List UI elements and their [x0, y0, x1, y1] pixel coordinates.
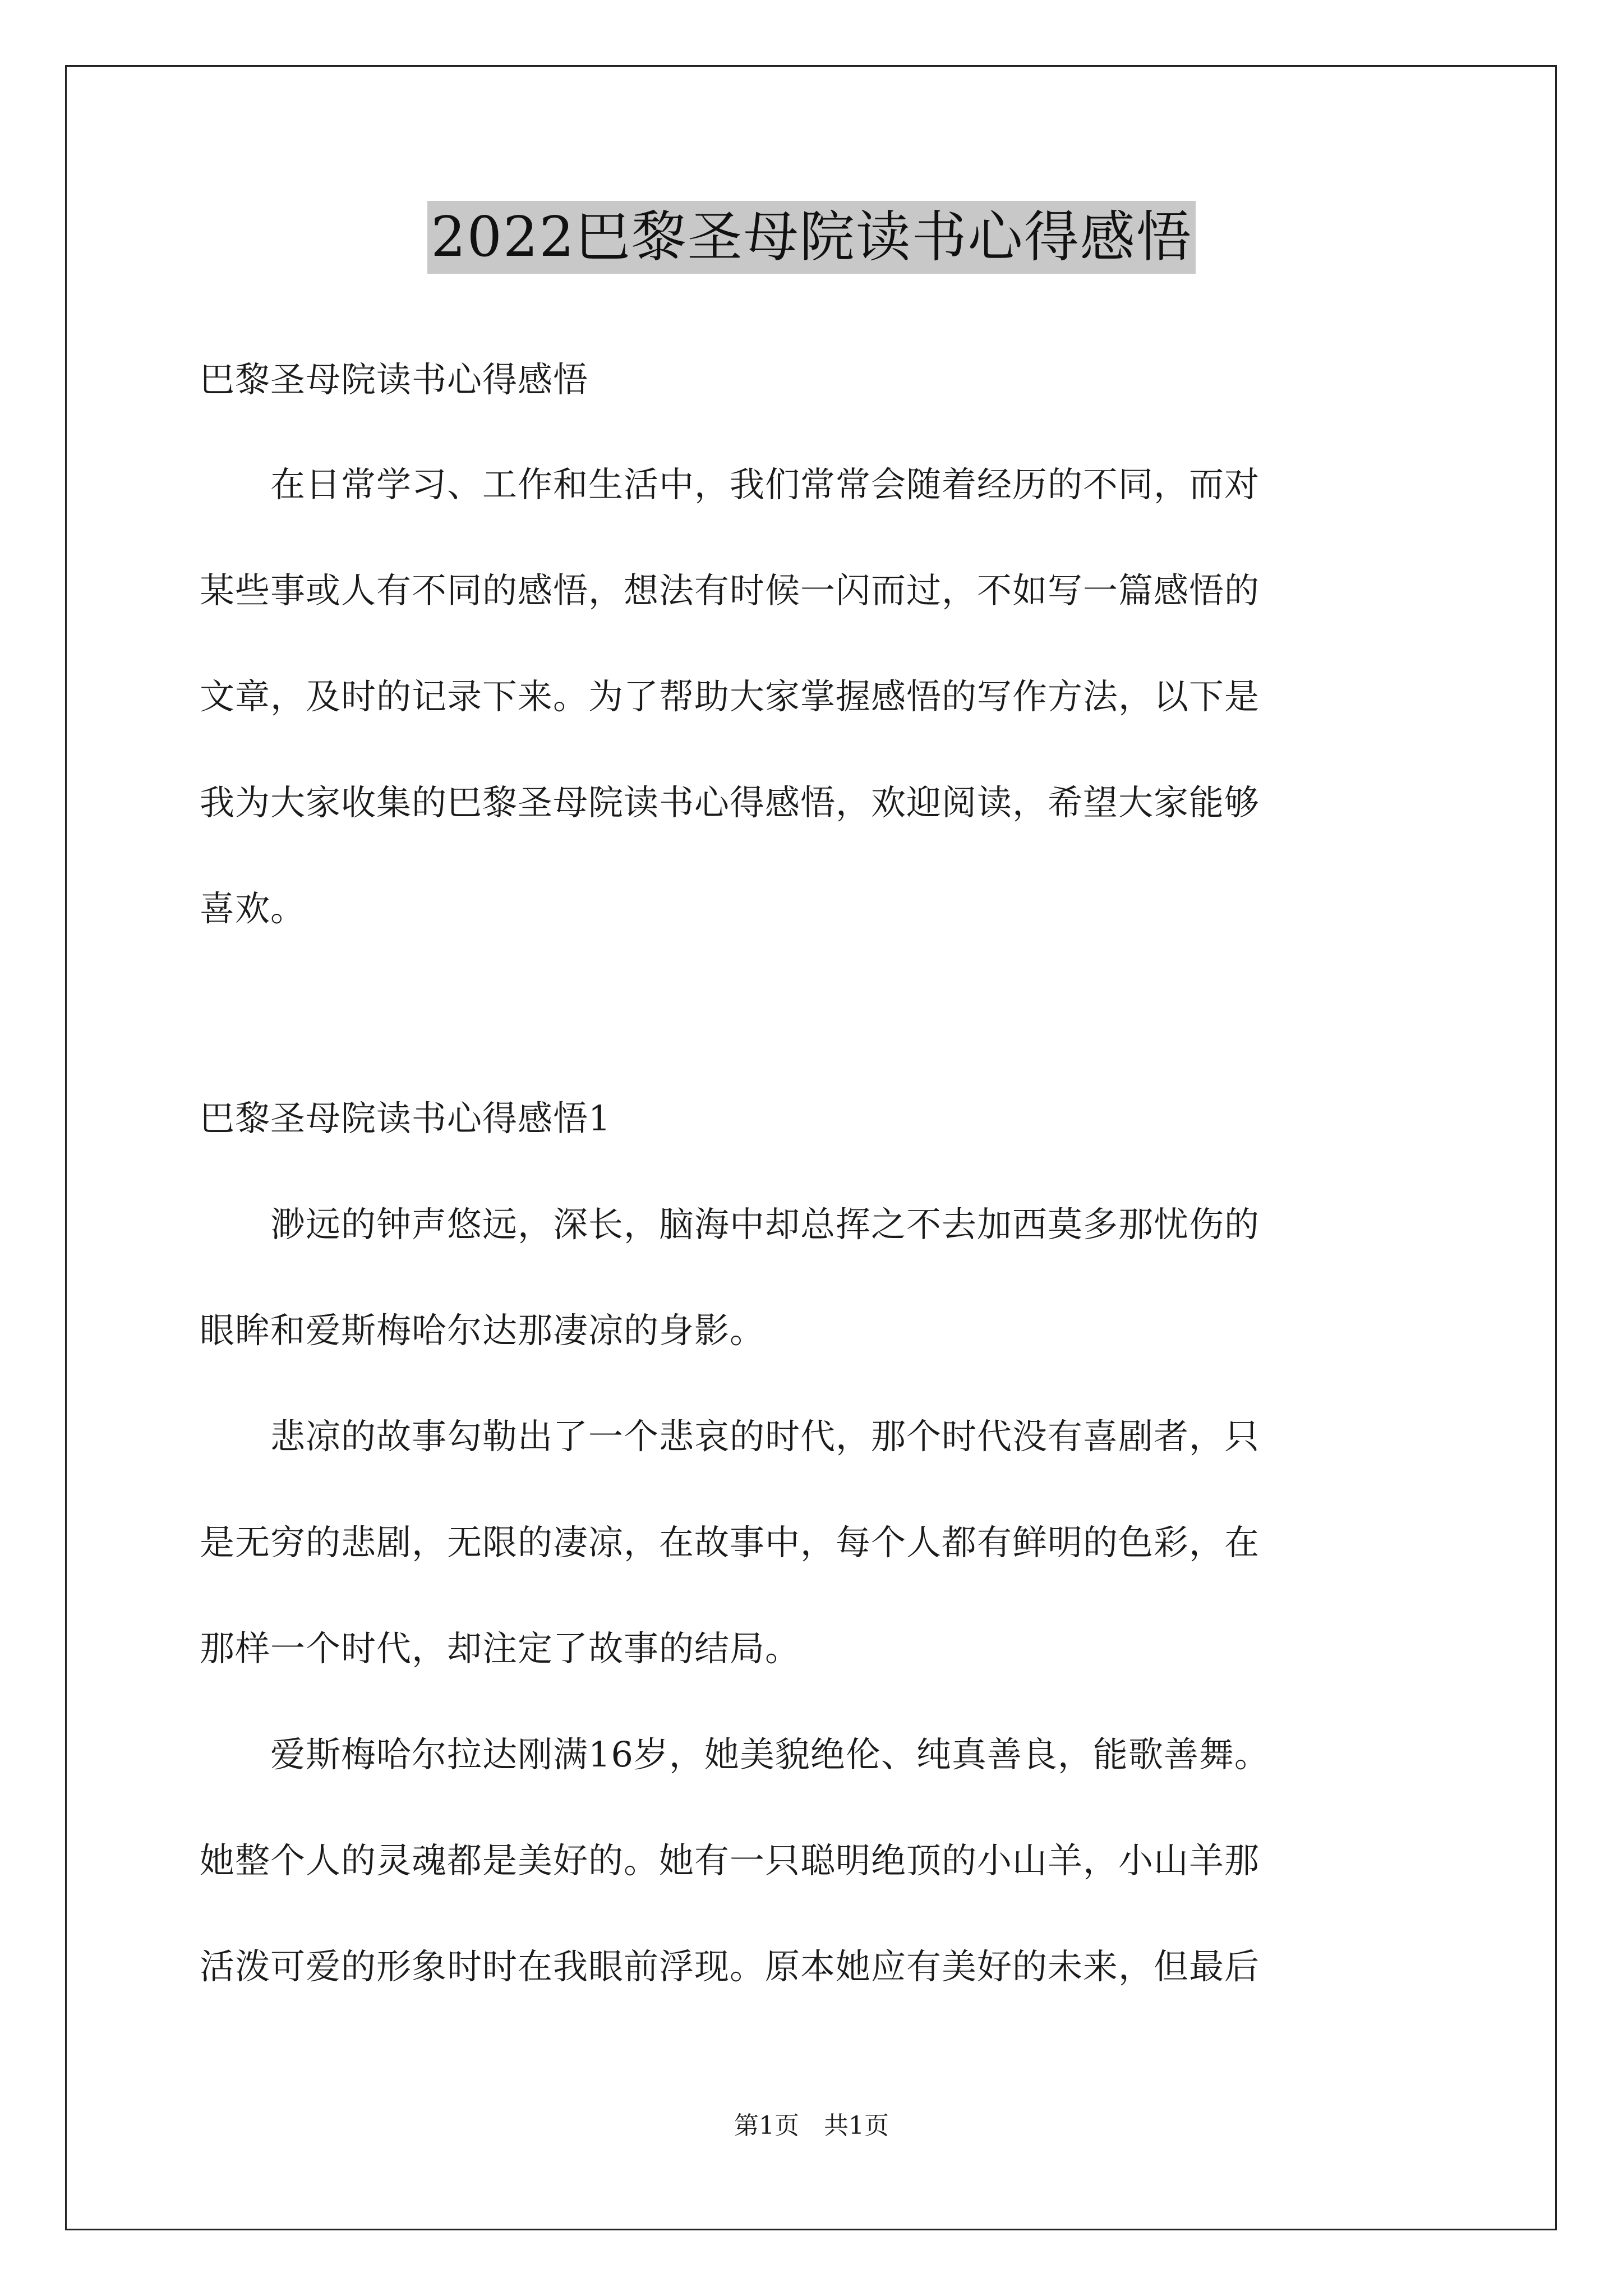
- paragraph-line: 在日常学习、工作和生活中，我们常常会随着经历的不同，而对: [200, 464, 1260, 505]
- section-heading: 巴黎圣母院读书心得感悟1: [200, 1098, 611, 1139]
- paragraph-line: 悲凉的故事勾勒出了一个悲哀的时代，那个时代没有喜剧者，只: [200, 1416, 1260, 1457]
- document-title: 2022巴黎圣母院读书心得感悟: [427, 201, 1195, 274]
- section-heading: 巴黎圣母院读书心得感悟: [200, 359, 589, 400]
- paragraph-line: 是无穷的悲剧，无限的凄凉，在故事中，每个人都有鲜明的色彩，在: [200, 1522, 1260, 1563]
- paragraph-line: 我为大家收集的巴黎圣母院读书心得感悟，欢迎阅读，希望大家能够: [200, 782, 1260, 823]
- paragraph-line: 渺远的钟声悠远，深长，脑海中却总挥之不去加西莫多那忧伤的: [200, 1204, 1260, 1245]
- paragraph-line: 眼眸和爱斯梅哈尔达那凄凉的身影。: [200, 1310, 766, 1351]
- page-footer: 第1页 共1页: [734, 2111, 889, 2140]
- paragraph-line: 爱斯梅哈尔拉达刚满16岁，她美貌绝伦、纯真善良，能歌善舞。: [200, 1734, 1270, 1775]
- paragraph-line: 某些事或人有不同的感悟，想法有时候一闪而过，不如写一篇感悟的: [200, 570, 1260, 611]
- paragraph-line: 文章，及时的记录下来。为了帮助大家掌握感悟的写作方法，以下是: [200, 676, 1260, 717]
- title-container: [0, 201, 1623, 274]
- paragraph-line: 喜欢。: [200, 888, 306, 929]
- paragraph-line: 那样一个时代，却注定了故事的结局。: [200, 1628, 801, 1669]
- paragraph-line: 活泼可爱的形象时时在我眼前浮现。原本她应有美好的未来，但最后: [200, 1946, 1260, 1987]
- paragraph-line: 她整个人的灵魂都是美好的。她有一只聪明绝顶的小山羊，小山羊那: [200, 1840, 1260, 1881]
